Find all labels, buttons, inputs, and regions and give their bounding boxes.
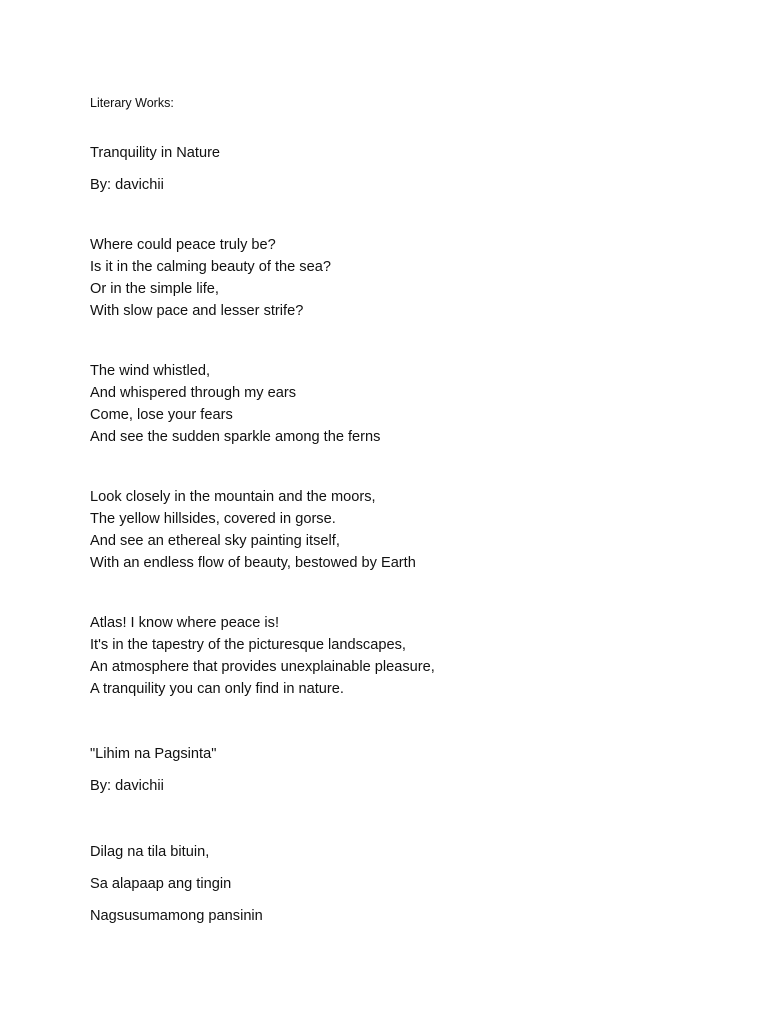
poem-line: Dilag na tila bituin, [90, 844, 210, 860]
poem-line: Nagsusumamong pansinin [90, 908, 263, 924]
poem-line: Atlas! I know where peace is! [90, 615, 279, 631]
poem-title: Tranquility in Nature [90, 145, 221, 161]
poem-line: And see the sudden sparkle among the ferns [90, 429, 381, 445]
poem-line: The wind whistled, [90, 363, 211, 379]
poem-title: "Lihim na Pagsinta" [90, 746, 217, 762]
poem-line: It's in the tapestry of the picturesque landscapes, [90, 637, 406, 653]
poem-line: And whispered through my ears [90, 385, 297, 401]
poem-line: A tranquility you can only find in nature. [90, 681, 344, 697]
section-heading: Literary Works: [90, 96, 174, 110]
poem-line: Look closely in the mountain and the moors, [90, 489, 376, 505]
poem-line: An atmosphere that provides unexplainable pleasure, [90, 659, 435, 675]
poem-line: Sa alapaap ang tingin [90, 876, 232, 892]
poem-line: With an endless flow of beauty, bestowed by Earth [90, 555, 416, 571]
poem-line: Where could peace truly be? [90, 237, 276, 253]
poem-line: The yellow hillsides, covered in gorse. [90, 511, 336, 527]
poem-line: With slow pace and lesser strife? [90, 303, 304, 319]
poem-line: Come, lose your fears [90, 407, 233, 423]
poem-line: Or in the simple life, [90, 281, 219, 297]
poem-author: By: davichii [90, 778, 164, 794]
poem-author: By: davichii [90, 177, 164, 193]
poem-line: Is it in the calming beauty of the sea? [90, 259, 331, 275]
poem-line: And see an ethereal sky painting itself, [90, 533, 340, 549]
